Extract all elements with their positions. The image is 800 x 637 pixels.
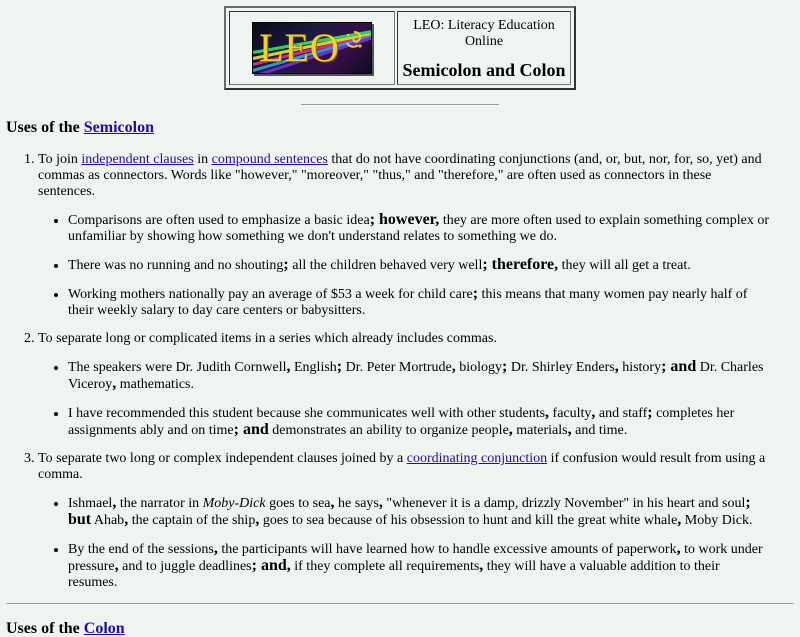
example-item: • Comparisons are often used to emphasize a basic idea; however, they are more often used to explain something complex or unfamiliar by showing how something we don't understand relates to something we do.	[68, 212, 772, 245]
example-item: • I have recommended this student because she communicates well with other students, faculty, and staff; completes her assignments ably and on time; and demonstrates an ability to organize people, materials, and time.	[68, 405, 772, 439]
section-divider	[6, 603, 794, 605]
examples-list	[38, 495, 772, 591]
coordinating-conjunction-link[interactable]: coordinating conjunction	[406, 451, 548, 466]
example-item: • Ishmael, the narrator in Moby-Dick goes to sea, he says, "whenever it is a damp, drizzly November" in his heart and soul; but Ahab, the captain of the ship, goes to sea because of his obsession to hunt and kill the great white whale, Moby Dick.	[68, 495, 772, 529]
examples-list	[38, 359, 772, 439]
header	[0, 0, 800, 90]
page-title: Semicolon and Colon	[402, 60, 566, 80]
semicolon-use-3: 3. To separate two long or complex independent clauses joined by a coordinating conjunction if confusion would result from using a comma. • Ishmael, the narrator in Moby-Dick goes to sea, he says, "whenever it is a damp, drizzly November" in his heart and soul; but Ahab, the captain of the ship, goes to sea because of his obsession to hunt and kill the great white whale, Moby Dick. • By the end of the sessions, the participants will have learned how to handle excessive amounts of paperwork, to work under pressure, and to juggle deadlines; and, if they complete all requirements, they will have a valuable addition to their resumes.	[38, 451, 800, 591]
colon-link[interactable]: Colon	[83, 620, 125, 637]
example-item: • There was no running and no shouting; all the children behaved very well; therefore, they will all get a treat.	[68, 257, 772, 274]
logo-cell	[229, 11, 395, 85]
site-subtitle: LEO: Literacy Education Online	[413, 18, 555, 49]
title-cell	[397, 11, 571, 85]
semicolon-use-1: 1. To join independent clauses in compound sentences that do not have coordinating conjunctions (and, or, but, nor, for, so, yet) and commas as connectors. Words like "however," "moreover," "thus," and "therefore," are often used as connectors in these sentences. • Comparisons are often used to emphasize a basic idea; however, they are more often used to explain something complex or unfamiliar by showing how something we don't understand relates to something we do. • There was no running and no shouting; all the children behaved very well; therefore, they will all get a treat. • Working mothers nationally pay an average of $53 a week for child care; this means that many women pay nearly half of their weekly salary to day care centers or babysitters.	[38, 152, 800, 319]
independent-clauses-link[interactable]: independent clauses	[81, 152, 194, 167]
logo-swirl-icon	[343, 29, 365, 51]
example-item: • Working mothers nationally pay an average of $53 a week for child care; this means that many women pay nearly half of their weekly salary to day care centers or babysitters.	[68, 286, 772, 319]
compound-sentences-link[interactable]: compound sentences	[211, 152, 328, 167]
leo-logo[interactable]	[252, 22, 372, 74]
header-table	[224, 6, 576, 90]
examples-list	[38, 212, 772, 319]
semicolon-use-2: 2. To separate long or complicated items in a series which already includes commas. • The speakers were Dr. Judith Cornwell, English; Dr. Peter Mortrude, biology; Dr. Shirley Enders, history; and Dr. Charles Viceroy, mathematics. • I have recommended this student because she communicates well with other students, faculty, and staff; completes her assignments ably and on time; and demonstrates an ability to organize people, materials, and time.	[38, 331, 800, 439]
example-item: • The speakers were Dr. Judith Cornwell, English; Dr. Peter Mortrude, biology; Dr. Shirley Enders, history; and Dr. Charles Viceroy, mathematics.	[68, 359, 772, 393]
logo-text: LEO	[259, 25, 340, 70]
colon-heading: Uses of the Colon	[6, 620, 125, 637]
example-item: • By the end of the sessions, the participants will have learned how to handle excessive amounts of paperwork, to work under pressure, and to juggle deadlines; and, if they complete all requirements, they will have a valuable addition to their resumes.	[68, 541, 772, 591]
semicolon-link[interactable]: Semicolon	[83, 119, 154, 136]
semicolon-uses-list	[0, 152, 800, 591]
header-divider	[301, 104, 499, 106]
semicolon-heading: Uses of the Semicolon	[6, 119, 154, 136]
